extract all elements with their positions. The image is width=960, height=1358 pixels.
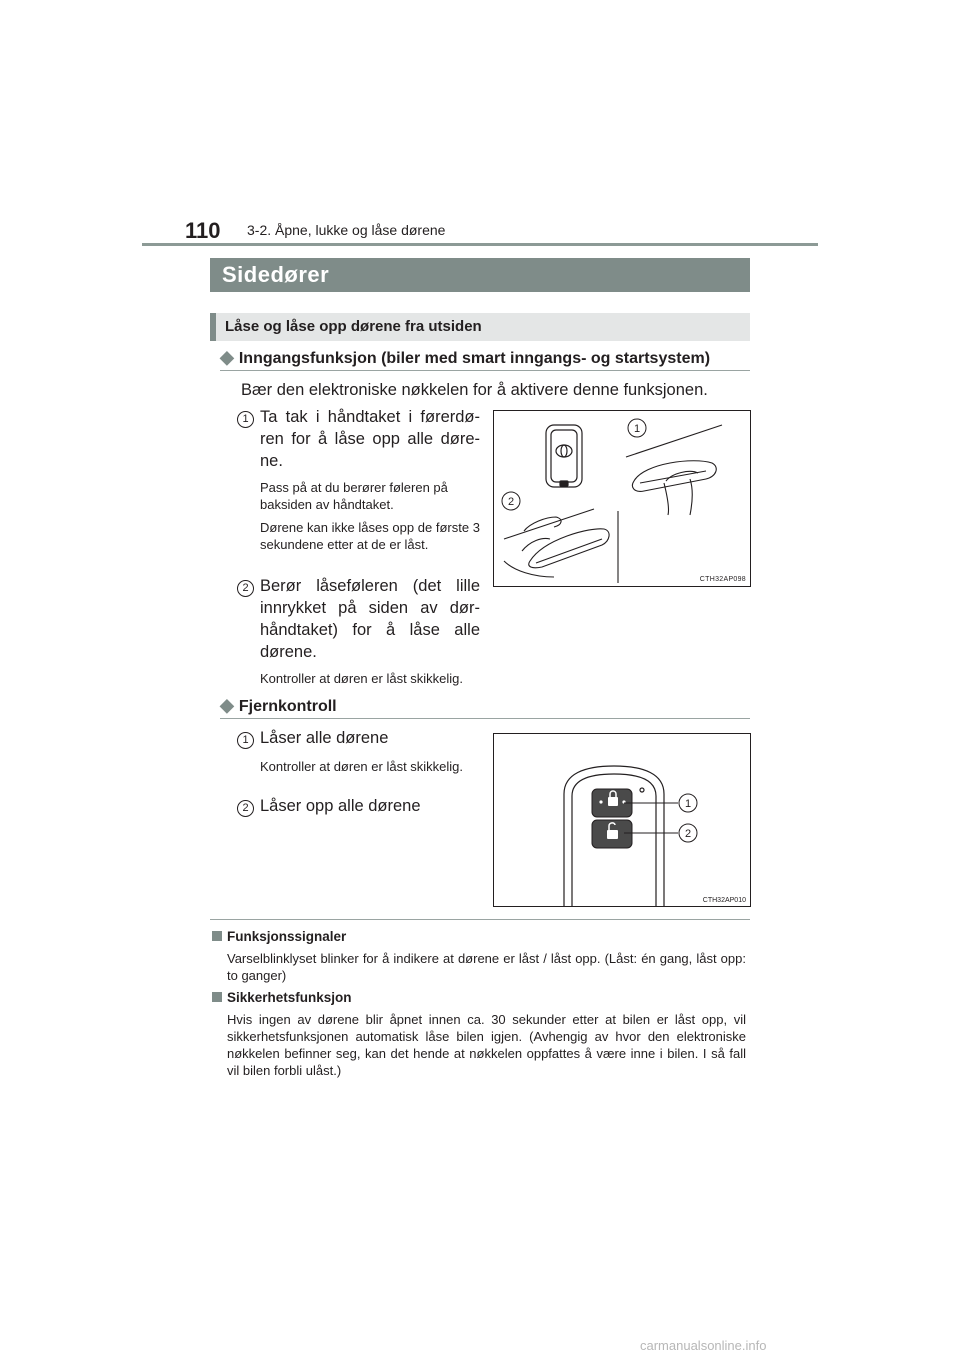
door-handle-illustration — [494, 411, 750, 586]
diamond-icon: ◆ — [220, 347, 234, 367]
note-2-text: Hvis ingen av dørene blir åpnet innen ca. 30 sekunder etter at bilen er låst opp, vil sikkerhetsfunksjonen automatisk låse bilen igjen. (Avhengig av hvor den elektroniske nøkkelen befinner seg, kan det hende at nøkkelen oppfattes å være inne i bilen. I så fall vil bilen forbli ulåst.) — [227, 1012, 746, 1078]
section-title: Sidedører — [222, 262, 330, 287]
note-1-text: Varselblinklyset blinker for å indikere at dørene er låst / låst opp. (Låst: én gang, låst opp: to ganger) — [227, 951, 746, 983]
remote-item-1-note: Kontroller at døren er låst skikkelig. — [260, 759, 464, 774]
remote-figure — [493, 733, 751, 907]
notes-rule — [210, 919, 750, 920]
step-2-line: dørene. — [260, 643, 317, 661]
diamond-icon: ◆ — [220, 695, 234, 715]
remote-item-1-text: Låser alle dørene — [260, 729, 389, 747]
step-2-line: håndtaket) for å låse alle — [260, 621, 480, 639]
step-1-text — [260, 406, 480, 472]
subsection-title: Låse og låse opp dørene fra utsiden — [225, 318, 482, 335]
figure-1-callout-2: 2 — [507, 496, 515, 508]
step-2-line: innrykket på siden av dør- — [260, 599, 480, 617]
smart-entry-heading-rule — [220, 370, 750, 371]
smart-key-icon — [546, 425, 582, 487]
unlock-button — [592, 820, 632, 848]
smart-entry-heading-text: Inngangsfunksjon (biler med smart inngangs- og startsystem) — [238, 350, 711, 367]
remote-heading — [220, 695, 337, 716]
remote-heading-text: Fjernkontroll — [238, 698, 337, 715]
remote-heading-rule — [220, 718, 750, 719]
remote-item-2-number: 2 — [237, 800, 254, 817]
step-1-line: ne. — [260, 452, 283, 470]
remote-item-1-number: 1 — [237, 732, 254, 749]
upper-door-handle — [626, 425, 722, 515]
figure-2-callout-2: 2 — [684, 828, 692, 840]
smart-entry-heading — [220, 347, 710, 368]
step-2-number: 2 — [237, 580, 254, 597]
watermark: carmanualsonline.info — [640, 1338, 767, 1353]
step-1-line: ren for å låse opp alle døre- — [260, 430, 480, 448]
header-rule — [142, 243, 818, 246]
step-1-number: 1 — [237, 411, 254, 428]
square-bullet-icon — [212, 992, 222, 1002]
step-2-text — [260, 575, 480, 663]
step-1-note-1: Pass på at du berører føleren på baksiden av håndtaket. — [260, 480, 448, 512]
figure-1-callout-1: 1 — [633, 423, 641, 435]
smart-entry-intro: Bær den elektroniske nøkkelen for å aktivere denne funksjonen. — [241, 381, 708, 399]
figure-2-callout-1: 1 — [684, 798, 692, 810]
figure-2-code: CTH32AP010 — [702, 897, 746, 904]
remote-item-2-text: Låser opp alle dørene — [260, 797, 421, 815]
lower-door-handle — [504, 509, 618, 583]
step-2-line: Berør låseføleren (det lille — [260, 577, 480, 595]
step-1-line: Ta tak i håndtaket i førerdø- — [260, 408, 480, 426]
square-bullet-icon — [212, 931, 222, 941]
step-1-note-2: Dørene kan ikke låses opp de første 3 sekundene etter at de er låst. — [260, 520, 480, 552]
figure-1-code: CTH32AP098 — [699, 576, 746, 583]
note-2-title-text: Sikkerhetsfunksjon — [227, 990, 352, 1005]
page-number: 110 — [185, 218, 221, 243]
remote-key-illustration — [494, 734, 750, 906]
smart-entry-figure — [493, 410, 751, 587]
step-2-note: Kontroller at døren er låst skikkelig. — [260, 671, 464, 686]
note-1-title-text: Funksjonssignaler — [227, 929, 347, 944]
note-2-title — [212, 990, 352, 1005]
note-1-title — [212, 929, 346, 944]
subsection-accent — [210, 313, 216, 341]
chapter-title: 3-2. Åpne, lukke og låse dørene — [247, 222, 446, 238]
